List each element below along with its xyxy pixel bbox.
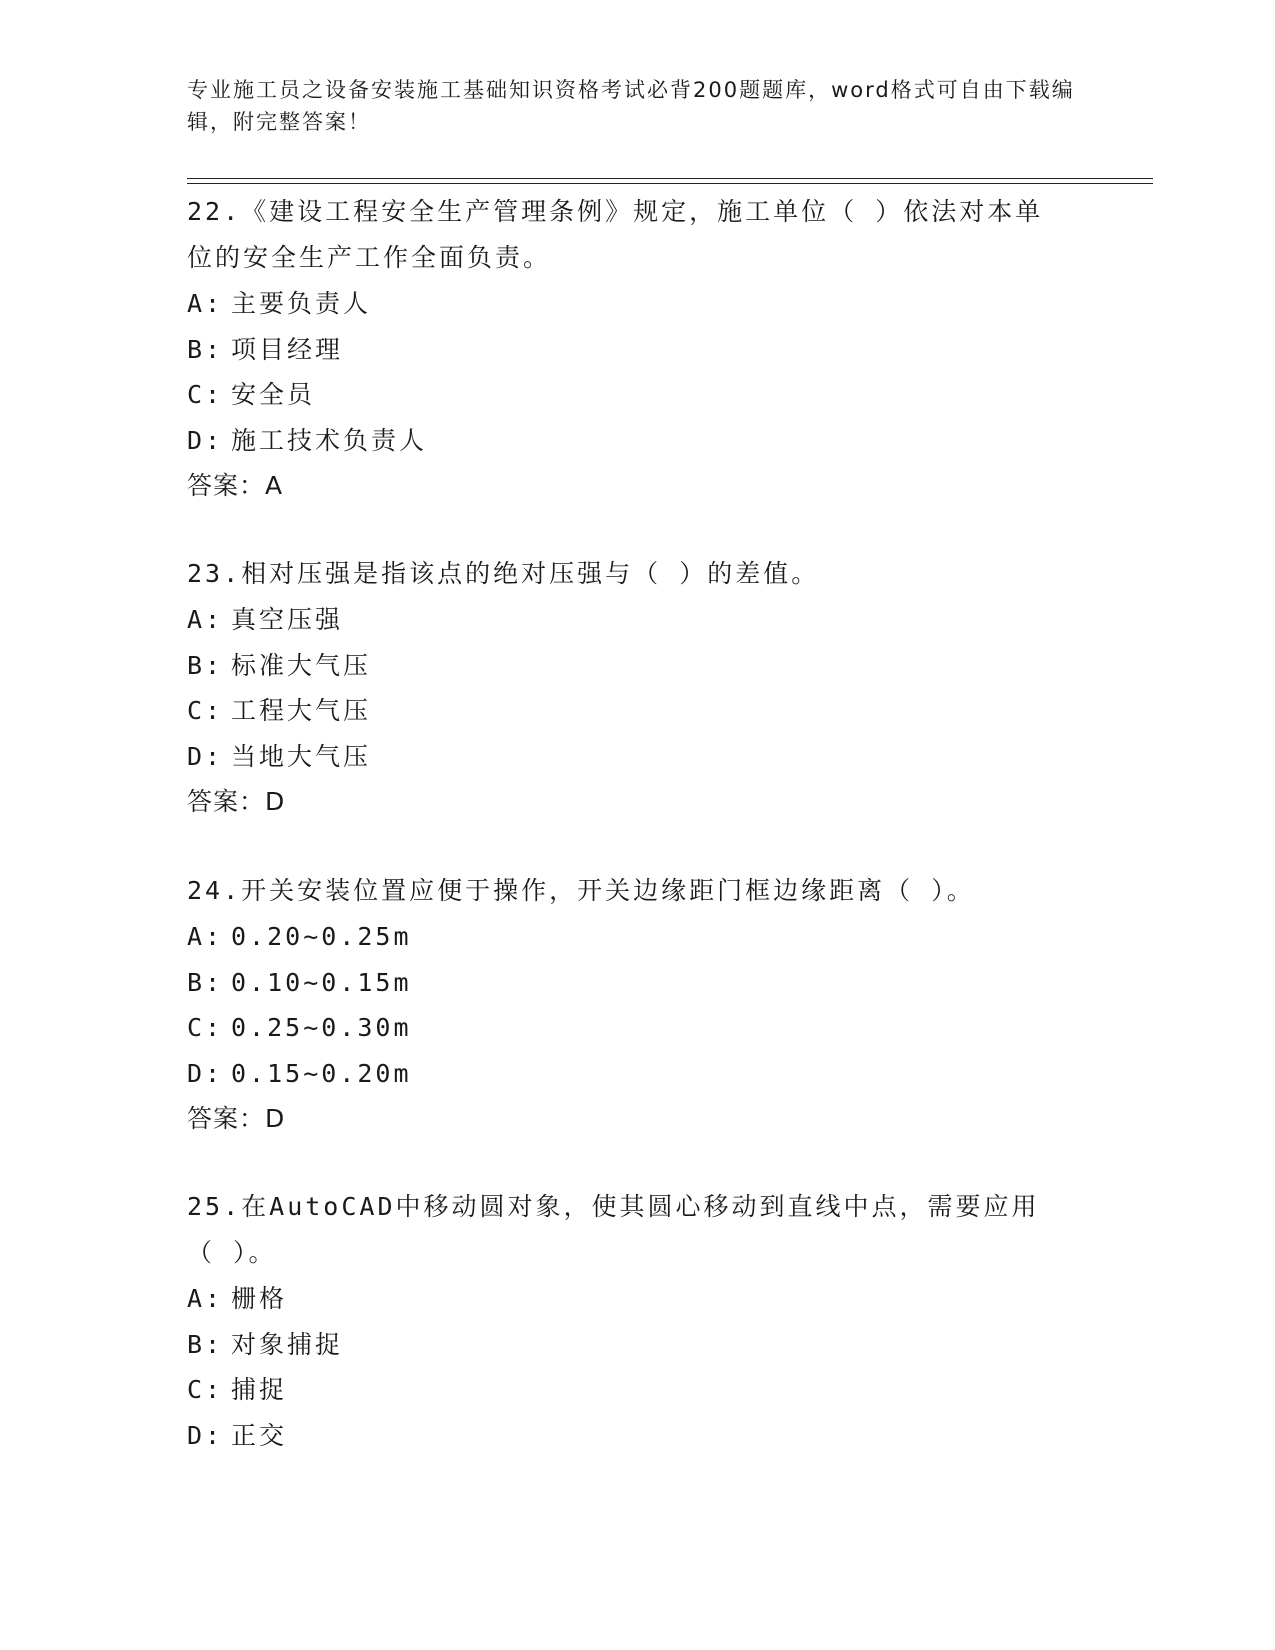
option-text: 真空压强 bbox=[231, 605, 344, 634]
option-letter: A: bbox=[187, 922, 224, 951]
option-b bbox=[187, 1322, 1067, 1368]
question-text: 22.《建设工程安全生产管理条例》规定，施工单位（ ）依法对本单位的安全生产工作全面负责。 bbox=[187, 197, 1044, 272]
question-23 bbox=[187, 551, 1067, 824]
option-text: 施工技术负责人 bbox=[231, 425, 428, 455]
option-a bbox=[187, 914, 1067, 960]
option-a bbox=[187, 597, 1067, 643]
option-letter: A: bbox=[187, 1284, 224, 1313]
document-header: 专业施工员之设备安装施工基础知识资格考试必背200题题库，word格式可自由下载编辑，附完整答案！ bbox=[187, 78, 1075, 134]
option-text: 对象捕捉 bbox=[231, 1329, 344, 1359]
header-divider-top bbox=[187, 178, 1153, 179]
option-text: 0.15~0.20m bbox=[231, 1058, 412, 1088]
option-d bbox=[187, 1413, 1067, 1459]
option-letter: B: bbox=[187, 650, 224, 680]
option-text: 栅格 bbox=[231, 1284, 288, 1313]
question-24 bbox=[187, 868, 1067, 1141]
option-letter: D: bbox=[187, 1420, 224, 1450]
option-letter: B: bbox=[187, 334, 224, 364]
option-d bbox=[187, 1051, 1067, 1097]
option-text: 0.25~0.30m bbox=[231, 1013, 412, 1042]
option-letter: C: bbox=[187, 380, 224, 409]
option-a bbox=[187, 1276, 1067, 1322]
question-22 bbox=[187, 189, 1067, 508]
option-c bbox=[187, 1367, 1067, 1413]
option-text: 安全员 bbox=[231, 380, 316, 409]
option-b bbox=[187, 327, 1067, 373]
option-letter: C: bbox=[187, 696, 224, 725]
option-text: 当地大气压 bbox=[231, 741, 372, 771]
option-letter: D: bbox=[187, 1058, 224, 1088]
question-text: 25.在AutoCAD中移动圆对象，使其圆心移动到直线中点，需要应用（ ）。 bbox=[187, 1192, 1040, 1267]
option-text: 捕捉 bbox=[231, 1375, 288, 1404]
answer-text: 答案：A bbox=[187, 471, 284, 500]
option-a bbox=[187, 281, 1067, 327]
option-text: 0.10~0.15m bbox=[231, 967, 412, 997]
option-letter: C: bbox=[187, 1013, 224, 1042]
option-letter: A: bbox=[187, 605, 224, 634]
option-text: 0.20~0.25m bbox=[231, 922, 412, 951]
option-b bbox=[187, 643, 1067, 689]
header-divider-bottom bbox=[187, 183, 1153, 184]
option-letter: B: bbox=[187, 967, 224, 997]
option-text: 标准大气压 bbox=[231, 650, 372, 680]
question-text: 24.开关安装位置应便于操作，开关边缘距门框边缘距离（ ）。 bbox=[187, 876, 975, 905]
option-letter: D: bbox=[187, 741, 224, 771]
option-text: 项目经理 bbox=[231, 334, 344, 364]
question-25 bbox=[187, 1184, 1067, 1458]
option-c bbox=[187, 688, 1067, 734]
option-letter: D: bbox=[187, 425, 224, 455]
option-text: 工程大气压 bbox=[231, 696, 372, 725]
answer-text: 答案：D bbox=[187, 1104, 286, 1133]
option-d bbox=[187, 418, 1067, 464]
option-letter: B: bbox=[187, 1329, 224, 1359]
option-text: 主要负责人 bbox=[231, 289, 372, 318]
question-text: 23.相对压强是指该点的绝对压强与（ ）的差值。 bbox=[187, 559, 820, 588]
option-c bbox=[187, 372, 1067, 418]
option-b bbox=[187, 960, 1067, 1006]
answer-text: 答案：D bbox=[187, 787, 286, 816]
option-c bbox=[187, 1005, 1067, 1051]
option-letter: C: bbox=[187, 1375, 224, 1404]
option-text: 正交 bbox=[231, 1420, 288, 1450]
option-letter: A: bbox=[187, 289, 224, 318]
option-d bbox=[187, 734, 1067, 780]
